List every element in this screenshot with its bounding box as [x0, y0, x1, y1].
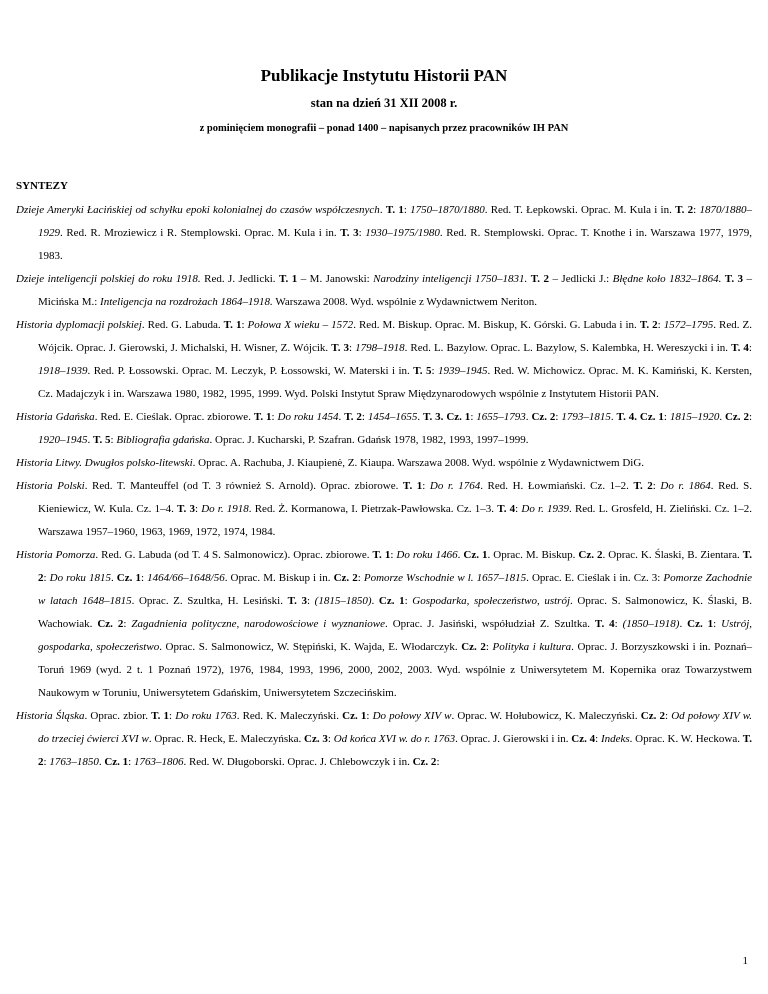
volume-marker: Cz. 2	[724, 411, 749, 423]
volume-marker: T. 1	[402, 480, 423, 492]
entry-text: :	[349, 342, 356, 354]
entry-text: . Red. T. Manteuffel (od T. 3 również S. Arnold). Oprac. zbiorowe.	[84, 480, 403, 492]
entry-text: .	[98, 756, 105, 768]
entry-title-text: Do roku 1815	[49, 572, 111, 584]
entry-title-text: Do r. 1918	[201, 503, 249, 515]
entry-title-text: Indeks	[600, 733, 630, 745]
entry-title-text: 1870/1880–1929	[38, 204, 752, 239]
entry-text: . Oprac. J. Borzyszkowski i in. Poznań–Toruń 1969 (wyd. 2 t. 1 Poznań 1972), 1976, 1984, 1993, 1996, 2000, 2002, 2003. Wyd. wspólnie z Uniwersytetem M. Kopernika oraz Towarzystwem Naukowym w Toruniu, Uniwersytetem Gdańskim, Uniwersytetem Szczecińskim.	[38, 641, 753, 699]
entry-title-text: Pomorze Wschodnie w l. 1657–1815	[363, 572, 527, 584]
entry-text: :	[404, 595, 413, 607]
entry-text: .	[379, 204, 386, 216]
entry-title-text: Inteligencja na rozdrożach 1864–1918.	[100, 296, 273, 308]
volume-marker: T. 1	[223, 319, 242, 331]
bibliography-entry	[16, 544, 752, 705]
entry-text: . Oprac. M. Biskup i in.	[224, 572, 334, 584]
entry-text: . Red. R. Stemplowski. Oprac. T. Knothe i in. Warszawa 1977, 1979, 1983.	[38, 227, 752, 262]
entry-text: :	[693, 204, 700, 216]
entry-title-text: Do roku 1454	[277, 411, 339, 423]
entry-title-text: Gospodarka, społeczeństwo, ustrój	[412, 595, 571, 607]
volume-marker: T. 1	[151, 710, 170, 722]
entry-text: Red. J. Jedlicki.	[200, 273, 279, 285]
entry-title-text: Polityka i kultura	[492, 641, 572, 653]
entry-text: . Red. R. Mroziewicz i R. Stemplowski. Oprac. M. Kula i in.	[60, 227, 341, 239]
bibliography-entry	[16, 475, 752, 544]
bibliography-entry	[16, 314, 752, 406]
entry-text: :	[306, 595, 315, 607]
entry-text: :	[614, 618, 623, 630]
entry-text: – Jedlicki J.:	[548, 273, 613, 285]
entry-text: :	[194, 503, 202, 515]
entry-title-text: Pomorze Zachodnie w latach 1648–1815	[38, 572, 753, 607]
entry-title-text: 1454–1655	[367, 411, 418, 423]
volume-marker: Cz. 2	[333, 572, 358, 584]
volume-marker: T. 2	[639, 319, 658, 331]
entry-text: :	[485, 641, 493, 653]
entry-text: . Oprac. A. Rachuba, J. Kiaupienė, Z. Kiaupa. Warszawa 2008. Wyd. wspólnie z Wydawnictwem DiG.	[192, 457, 645, 469]
volume-marker: Cz. 2	[97, 618, 124, 630]
entry-title-text: Historia Gdańska	[16, 411, 95, 423]
entry-text: .	[610, 411, 617, 423]
page-subtitle: stan na dzień 31 XII 2008 r.	[310, 96, 458, 110]
entry-title-text: Błędne koło 1832–1864.	[612, 273, 722, 285]
entry-text: . Red. L. Grosfeld, H. Zieliński. Cz. 1–2. Warszawa 1957–1960, 1963, 1969, 1972, 1974, 1984.	[38, 503, 752, 538]
entry-text: .	[371, 595, 379, 607]
volume-marker: T. 2	[344, 411, 362, 423]
entry-text: :	[713, 618, 722, 630]
volume-marker: T. 1	[279, 273, 298, 285]
volume-marker: T. 3	[287, 595, 307, 607]
entry-title-text: 1763–1806	[133, 756, 184, 768]
entry-text: . Oprac. J. Jasiński, współudział Z. Szultka.	[385, 618, 595, 630]
entry-text: . Red. H. Łowmiański. Cz. 1–2.	[480, 480, 634, 492]
entry-title-text: 1464/66–1648/56	[147, 572, 225, 584]
entry-text: . Oprac. K. W. Heckowa.	[629, 733, 743, 745]
entry-text: . Red. P. Łossowski. Oprac. M. Leczyk, P. Łossowski, W. Materski i in.	[87, 365, 414, 377]
volume-marker: Cz. 2	[412, 756, 437, 768]
entry-text: . Red. W. Michowicz. Oprac. M. K. Kamiński, K. Kersten, Cz. Madajczyk i in. Warszawa 1980, 1982, 1995, 1999. Wyd. Polski Instytut Spraw Międzynarodowych wspólnie z Instytutem Historii PAN.	[38, 365, 752, 400]
bibliography-entry	[16, 268, 752, 314]
entry-title-text: Zagadnienia polityczne, narodowościowe i wyznaniowe	[131, 618, 386, 630]
entry-text: . Oprac. R. Heck, E. Maleczyńska.	[148, 733, 305, 745]
entry-title-text: Historia dyplomacji polskiej	[16, 319, 142, 331]
volume-marker: T. 5	[413, 365, 432, 377]
entry-text: :	[327, 733, 334, 745]
entry-text: :	[748, 411, 753, 423]
entry-text: . Red. K. Maleczyński.	[236, 710, 343, 722]
entry-text: :	[43, 572, 50, 584]
entry-title-text: Bibliografia gdańska	[116, 434, 210, 446]
entry-title-text: Dzieje Ameryki Łacińskiej od schyłku epoki kolonialnej do czasów współczesnych	[16, 204, 380, 216]
volume-marker: T. 3	[340, 227, 359, 239]
volume-marker: T. 5	[93, 434, 111, 446]
entry-text: . Red. W. Długoborski. Oprac. J. Chlebowczyk i in.	[183, 756, 413, 768]
entry-title-text: 1763–1850	[49, 756, 99, 768]
entry-text: .	[87, 434, 93, 446]
entry-title-text: Historia Śląska	[16, 710, 85, 722]
entry-title-text: 1918–1939	[38, 365, 88, 377]
entry-title-text: 1750–1870/1880	[410, 204, 485, 216]
entry-text: :	[595, 733, 601, 745]
entry-text: .	[417, 411, 423, 423]
entry-title-text: (1815–1850)	[314, 595, 372, 607]
entry-title-text: Historia Pomorza	[16, 549, 96, 561]
entry-title-text: Ustrój, gospodarka, społeczeństwo	[38, 618, 753, 653]
volume-marker: Cz. 2	[531, 411, 556, 423]
volume-marker: Cz. 2	[578, 549, 603, 561]
entry-title-text: 1930–1975/1980	[365, 227, 440, 239]
volume-marker: T. 2	[675, 204, 694, 216]
entry-title-text: 1920–1945	[38, 434, 88, 446]
entry-text: . Red. G. Labuda (od T. 4 S. Salmonowicz). Oprac. zbiorowe.	[95, 549, 373, 561]
entry-text: :	[128, 756, 134, 768]
volume-marker: Cz. 1	[342, 710, 367, 722]
entry-title-text: (1850–1918)	[622, 618, 680, 630]
entry-title-text: 1655–1793	[476, 411, 526, 423]
entry-title-text: Historia Polski	[16, 480, 85, 492]
entry-title-text: Do r. 1764	[429, 480, 481, 492]
volume-marker: T. 2	[38, 733, 753, 768]
entry-text: . Red. G. Labuda.	[141, 319, 224, 331]
entry-title-text: 1939–1945	[437, 365, 488, 377]
entry-text: :	[436, 756, 440, 768]
volume-marker: T. 1	[372, 549, 391, 561]
entry-title-text: 1798–1918	[355, 342, 405, 354]
entry-text: – Micińska M.:	[38, 273, 753, 308]
entry-text: :	[358, 227, 366, 239]
volume-marker: Cz. 1	[116, 572, 141, 584]
entry-text: :	[422, 480, 430, 492]
entry-text: . Red. L. Bazylow. Oprac. L. Bazylow, S. Kalembka, H. Wereszycki i in.	[404, 342, 732, 354]
entry-text: :	[431, 365, 438, 377]
entry-text: .	[719, 411, 725, 423]
volume-marker: Cz. 3	[304, 733, 328, 745]
entry-text: :	[357, 572, 364, 584]
entry-title-text: Historia Litwy. Dwugłos polsko-litewski	[16, 457, 193, 469]
volume-marker: T. 4	[594, 618, 615, 630]
entry-text: .	[110, 572, 117, 584]
volume-marker: Cz. 2	[461, 641, 486, 653]
volume-marker: T. 2	[530, 273, 549, 285]
entry-title-text: Od końca XVI w. do r. 1763	[333, 733, 456, 745]
entry-title-text: Do roku 1763	[175, 710, 237, 722]
entry-text: . Red. S. Kieniewicz, W. Kula. Cz. 1–4.	[38, 480, 752, 515]
entry-text: . Oprac. J. Kucharski, P. Szafran. Gdańsk 1978, 1982, 1993, 1997–1999.	[209, 434, 529, 446]
entry-text: – M. Janowski:	[297, 273, 374, 285]
entry-text: . Oprac. J. Gierowski i in.	[455, 733, 572, 745]
entry-text: :	[123, 618, 132, 630]
volume-marker: Cz. 4	[571, 733, 596, 745]
entry-text: :	[748, 342, 752, 354]
entry-title-text: Do r. 1939	[521, 503, 570, 515]
entry-text: :	[403, 204, 411, 216]
volume-marker: Cz. 1	[104, 756, 129, 768]
entry-title-text: Narodziny inteligencji 1750–1831.	[373, 273, 528, 285]
volume-marker: T. 2	[38, 549, 753, 584]
entry-text: :	[390, 549, 397, 561]
entry-text: Warszawa 2008. Wyd. wspólnie z Wydawnictwem Neriton.	[272, 296, 537, 308]
entry-text: . Oprac. E. Cieślak i in. Cz. 3:	[526, 572, 664, 584]
entry-text: . Red. E. Cieślak. Oprac. zbiorowe.	[94, 411, 254, 423]
entry-text: :	[470, 411, 477, 423]
entry-text: :	[555, 411, 562, 423]
entry-text: :	[657, 319, 664, 331]
entry-title-text: Do roku 1466	[396, 549, 458, 561]
entry-text: :	[43, 756, 50, 768]
entry-text: .	[338, 411, 345, 423]
volume-marker: Cz. 1	[463, 549, 488, 561]
entry-title-text: Do połowy XIV w	[372, 710, 452, 722]
entry-text: :	[169, 710, 176, 722]
page-note: z pominięciem monografii – ponad 1400 – napisanych przez pracowników IH PAN	[199, 123, 569, 134]
volume-marker: T. 4	[497, 503, 516, 515]
volume-marker: T. 4. Cz. 1	[616, 411, 664, 423]
entry-text: :	[366, 710, 373, 722]
entry-text: . Oprac. Z. Szultka, H. Lesiński.	[131, 595, 288, 607]
bibliography-entry	[16, 705, 752, 774]
bibliography-entry	[16, 452, 752, 475]
entry-text: :	[140, 572, 148, 584]
entry-title-text: 1572–1795	[663, 319, 714, 331]
volume-marker: T. 1	[385, 204, 404, 216]
entry-text: :	[515, 503, 522, 515]
entry-text: . Red. Z. Wójcik. Oprac. J. Gierowski, J. Michalski, H. Wisner, Z. Wójcik.	[38, 319, 752, 354]
entry-text: . Oprac. W. Hołubowicz, K. Maleczyński.	[451, 710, 641, 722]
volume-marker: Cz. 1	[687, 618, 714, 630]
volume-marker: T. 1	[253, 411, 272, 423]
entry-text: . Red. Ż. Kormanowa, I. Pietrzak-Pawłowska. Cz. 1–3.	[248, 503, 498, 515]
volume-marker: T. 2	[633, 480, 653, 492]
entry-text: . Oprac. S. Salmonowicz, W. Stępiński, K. Wajda, E. Włodarczyk.	[159, 641, 462, 653]
entry-text: :	[110, 434, 117, 446]
page-number: 1	[742, 955, 748, 967]
entry-text: .	[457, 549, 464, 561]
entry-text: . Oprac. M. Biskup.	[487, 549, 579, 561]
entry-text: .	[525, 411, 532, 423]
section-heading: SYNTEZY	[16, 180, 68, 192]
entry-text: :	[664, 710, 672, 722]
volume-marker: T. 3. Cz. 1	[423, 411, 471, 423]
entry-title-text: Do r. 1864	[660, 480, 711, 492]
volume-marker: Cz. 2	[640, 710, 665, 722]
volume-marker: Cz. 1	[378, 595, 405, 607]
bibliography-entry	[16, 199, 752, 268]
bibliography-list	[16, 199, 752, 774]
entry-text: :	[361, 411, 368, 423]
entry-title-text: 1815–1920	[669, 411, 720, 423]
entry-text: . Red. T. Łepkowski. Oprac. M. Kula i in.	[484, 204, 676, 216]
volume-marker: T. 4	[731, 342, 749, 354]
entry-text: :	[652, 480, 661, 492]
bibliography-entry	[16, 406, 752, 452]
entry-title-text: Połowa X wieku – 1572	[247, 319, 354, 331]
entry-text: . Oprac. S. Salmonowicz, K. Ślaski, B. Wachowiak.	[38, 595, 753, 630]
volume-marker: T. 3	[177, 503, 195, 515]
entry-text: .	[679, 618, 688, 630]
entry-text: :	[271, 411, 278, 423]
entry-text: . Oprac. zbior.	[84, 710, 152, 722]
page-title: Publikacje Instytutu Historii PAN	[260, 66, 508, 85]
entry-title-text: 1793–1815	[561, 411, 611, 423]
entry-text: :	[663, 411, 670, 423]
entry-title-text: Od połowy XIV w. do trzeciej ćwierci XVI w	[38, 710, 753, 745]
entry-title-text: Dzieje inteligencji polskiej do roku 1918.	[16, 273, 201, 285]
volume-marker: T. 3	[331, 342, 350, 354]
entry-text: . Red. M. Biskup. Oprac. M. Biskup, K. Górski. G. Labuda i in.	[353, 319, 640, 331]
entry-text: . Oprac. K. Ślaski, B. Zientara.	[602, 549, 743, 561]
entry-text: :	[241, 319, 248, 331]
volume-marker: T. 3	[724, 273, 744, 285]
